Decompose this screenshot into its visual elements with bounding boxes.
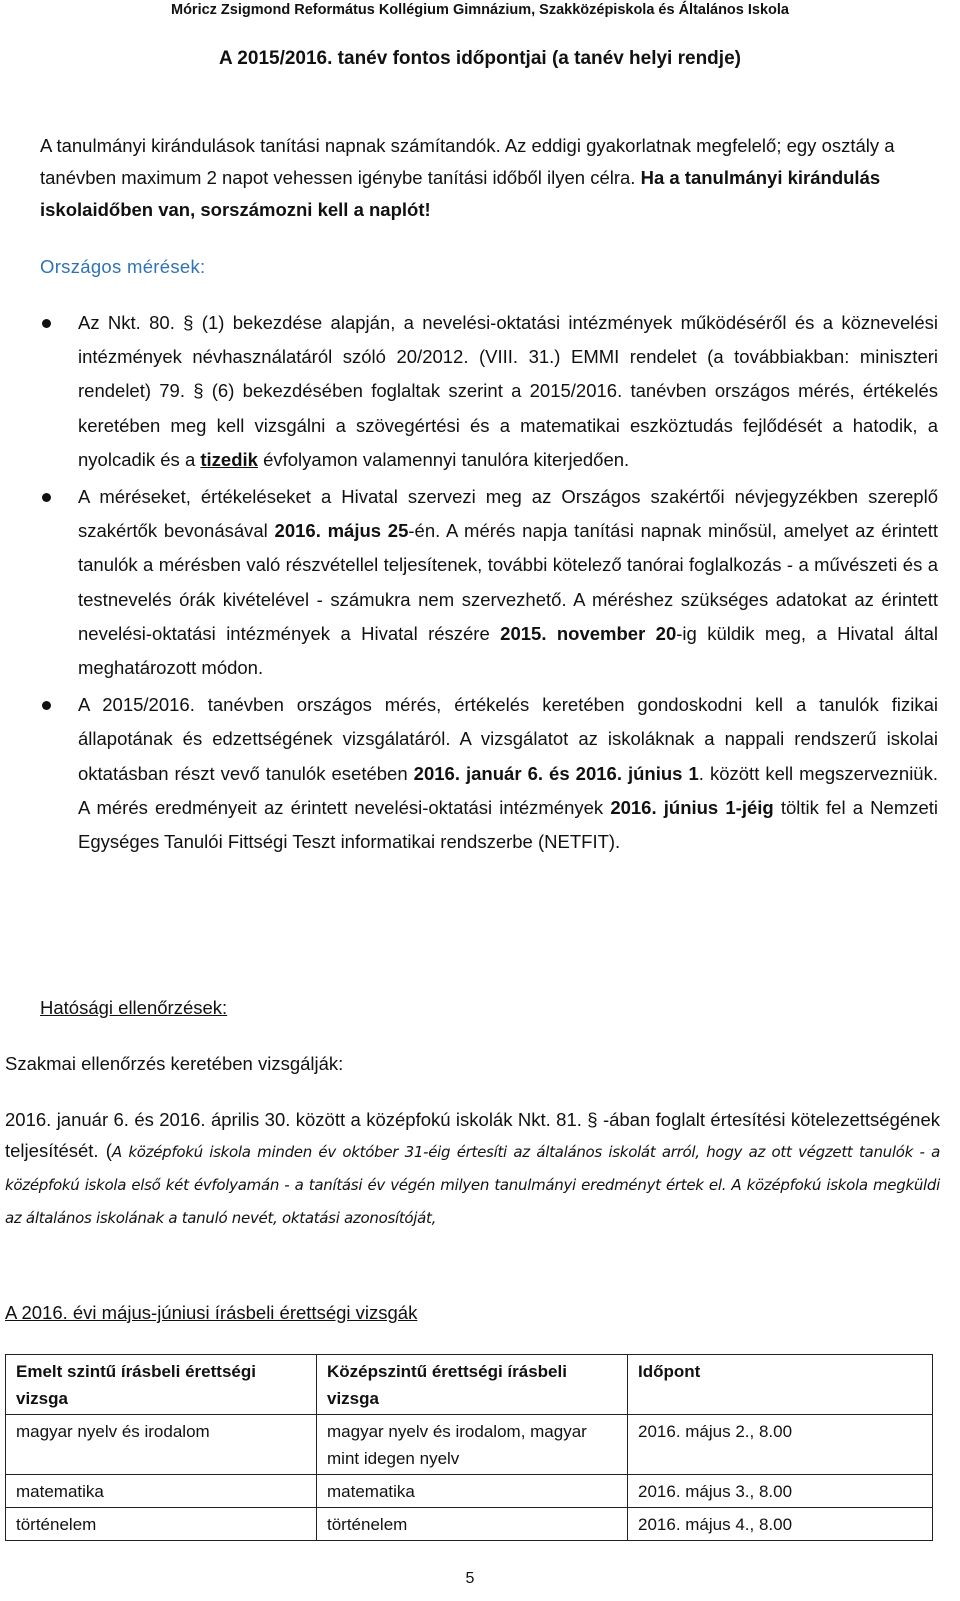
table-cell: történelem: [6, 1508, 317, 1541]
list-item: [40, 480, 938, 685]
authority-checks-heading: Hatósági ellenőrzések:: [40, 997, 228, 1018]
exam-section-title: A 2016. évi május-júniusi írásbeli érettségi vizsgák: [5, 1302, 418, 1323]
bullet-text: -én. A mérés napja tanítási napnak minősül, amelyet az érintett tanulók a mérésben való részvétellel teljesítenek, további kötelező tanórai foglalkozás - a művészeti és a testnevelés órák kivételével - számukra nem szervezhető. A méréshez szükséges adatokat az érintett nevelési-oktatási intézmények a Hivatal részére: [78, 520, 938, 644]
authority-checks-paragraph: [5, 1104, 940, 1234]
table-header-row: [6, 1355, 933, 1415]
table-row: [6, 1415, 933, 1475]
list-item: [40, 306, 938, 477]
bullet-text: -ig küldik meg, a Hivatal által meghatározott módon.: [78, 622, 939, 679]
table-cell: történelem: [317, 1508, 628, 1541]
table-cell: 2016. május 2., 8.00: [628, 1415, 933, 1475]
bullet-icon: [42, 319, 51, 328]
paragraph-text: 2016. január 6. és 2016. április 30. között a középfokú iskolák Nkt. 81. § -ában foglalt értesítési kötelezettségének teljesítését. (: [5, 1109, 940, 1161]
national-measurements-heading: Országos mérések:: [40, 256, 206, 277]
paragraph-italic-text: A középfokú iskola minden év október 31-éig értesíti az általános iskolát arról, hogy az ott végzett tanulók - a középfokú iskola első két évfolyamán - a tanítási év végén milyen tanulmányi eredményt értek el. A középfokú iskola megküldi az általános iskolának a tanuló nevét, oktatási azonosítóját,: [5, 1143, 940, 1227]
bullet-date: 2016. június 1-jéig: [610, 796, 774, 818]
school-name-header: Móricz Zsigmond Református Kollégium Gimnázium, Szakközépiskola és Általános Iskola: [170, 2, 789, 18]
national-measurements-list: [40, 306, 938, 859]
page-number: 5: [465, 1570, 475, 1587]
column-header: Emelt szintű írásbeli érettségi vizsga: [6, 1355, 317, 1415]
table-cell: magyar nyelv és irodalom, magyar mint idegen nyelv: [317, 1415, 628, 1475]
bullet-text: töltik fel a Nemzeti Egységes Tanulói Fittségi Teszt informatikai rendszerbe (NETFIT).: [78, 796, 939, 853]
bullet-text: . között kell megszervezniük. A mérés eredményeit az érintett nevelési-oktatási intézmények: [78, 762, 938, 818]
bullet-date: 2015. november 20: [500, 622, 677, 644]
bullet-text: Az Nkt. 80. § (1) bekezdése alapján, a nevelési-oktatási intézmények működéséről és a köznevelési intézmények névhasználatáról szóló 20/2012. (VIII. 31.) EMMI rendelet (a továbbiakban: miniszteri rendelet) 79. § (6) bekezdésében foglaltak szerint a 2015/2016. tanévben országos mérés, értékelés keretében meg kell vizsgálni a szövegértési és a matematikai eszköztudás fejlődését a hatodik, a nyolcadik és a: [78, 312, 938, 470]
authority-checks-subheading: Szakmai ellenőrzés keretében vizsgálják:: [5, 1053, 344, 1074]
list-item: [40, 688, 938, 859]
bullet-text: évfolyamon valamennyi tanulóra kiterjedően.: [263, 448, 630, 470]
intro-paragraph: [40, 130, 938, 226]
column-header: Középszintű érettségi írásbeli vizsga: [317, 1355, 628, 1415]
table-cell: matematika: [6, 1475, 317, 1508]
column-header: Időpont: [628, 1355, 933, 1415]
document-title: A 2015/2016. tanév fontos időpontjai (a tanév helyi rendje): [219, 48, 741, 69]
table-row: [6, 1475, 933, 1508]
bullet-date: 2016. május 25: [274, 520, 409, 542]
bullet-text: A méréseket, értékeléseket a Hivatal szervezi meg az Országos szakértői névjegyzékben szereplő szakértők bevonásával: [78, 486, 938, 542]
exam-schedule-table: [5, 1354, 933, 1541]
table-cell: magyar nyelv és irodalom: [6, 1415, 317, 1475]
bullet-date: 2016. január 6. és 2016. június 1: [413, 762, 699, 784]
bullet-emphasis: tizedik: [200, 448, 258, 470]
bullet-icon: [42, 493, 51, 502]
table-cell: 2016. május 3., 8.00: [628, 1475, 933, 1508]
intro-text: A tanulmányi kirándulások tanítási napnak számítandók. Az eddigi gyakorlatnak megfelelő; egy osztály a tanévben maximum 2 napot vehessen igénybe tanítási időből ilyen célra.: [40, 135, 895, 188]
table-cell: matematika: [317, 1475, 628, 1508]
bullet-icon: [42, 701, 51, 710]
bullet-text: A 2015/2016. tanévben országos mérés, értékelés keretében gondoskodni kell a tanulók fizikai állapotának és edzettségének vizsgálatáról. A vizsgálatot az iskoláknak a nappali rendszerű iskolai oktatásban részt vevő tanulók esetében: [78, 694, 938, 784]
intro-bold-text: Ha a tanulmányi kirándulás iskolaidőben van, sorszámozni kell a naplót!: [40, 167, 881, 220]
table-row: [6, 1508, 933, 1541]
table-cell: 2016. május 4., 8.00: [628, 1508, 933, 1541]
